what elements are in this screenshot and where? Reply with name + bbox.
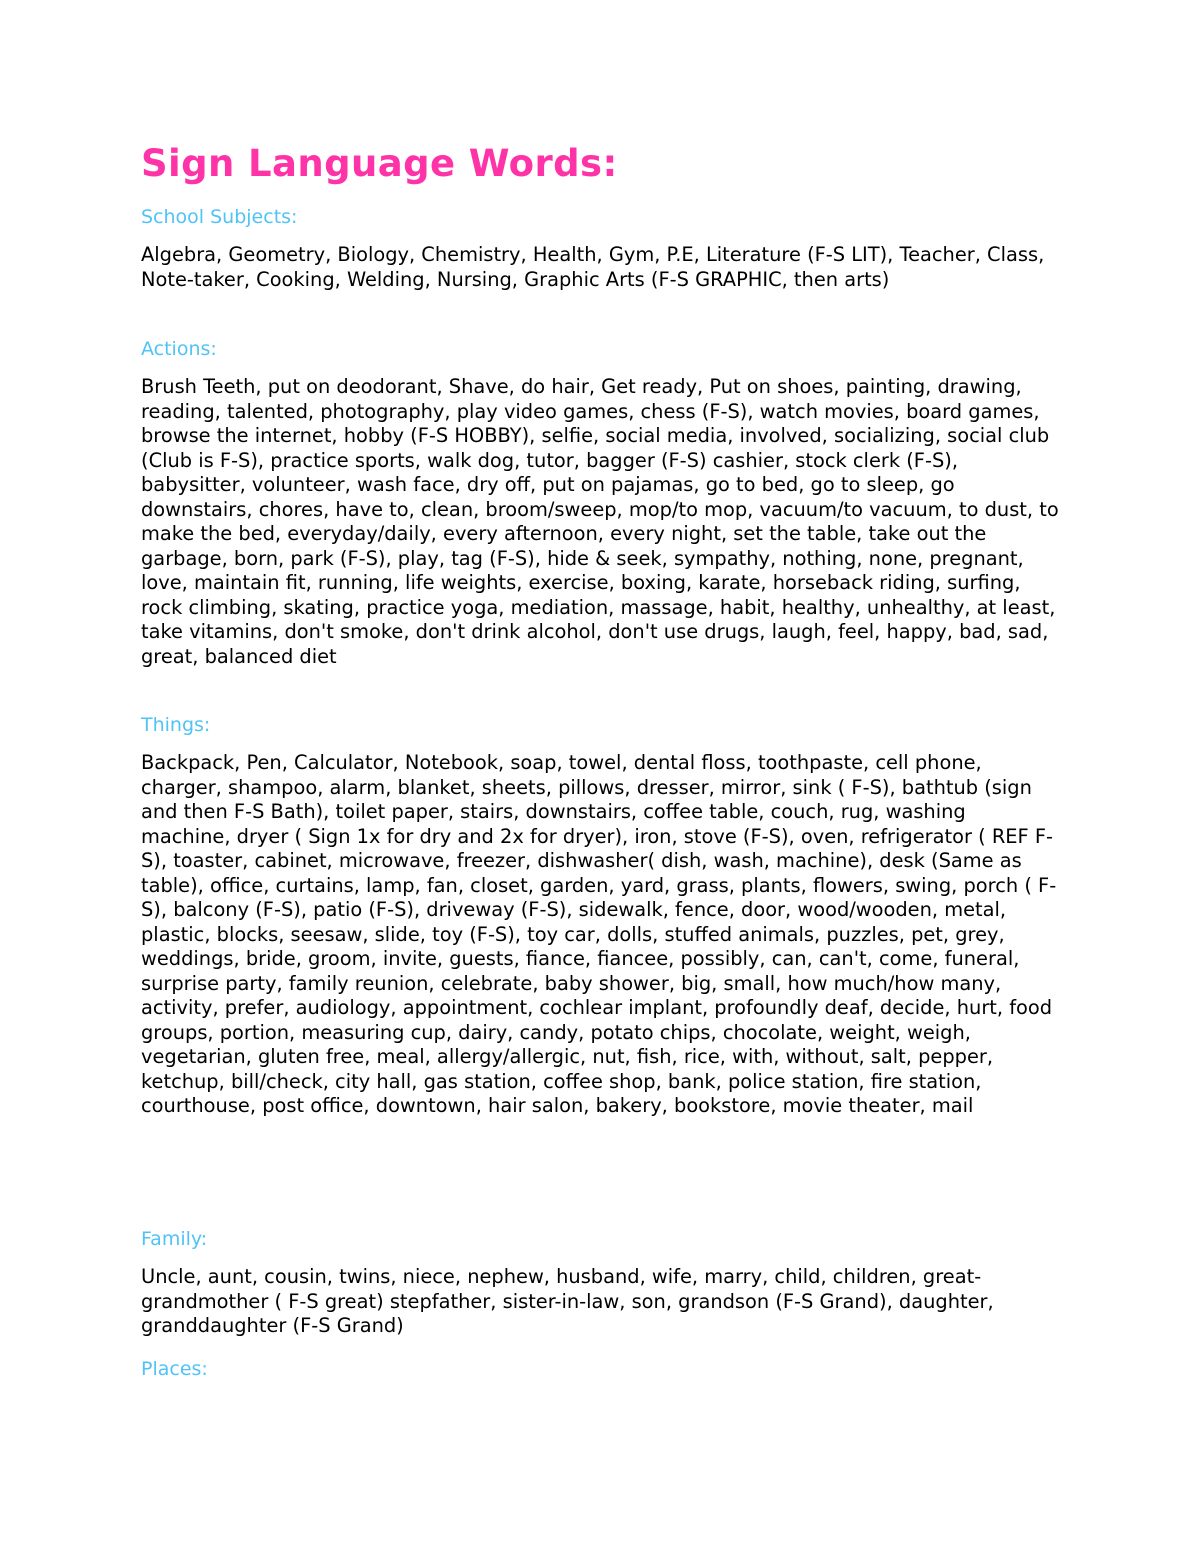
section-places [141,1357,1061,1395]
section-body: Backpack, Pen, Calculator, Notebook, soap, towel, dental floss, toothpaste, cell phone, charger, shampoo, alarm, blanket, sheets, pillows, dresser, mirror, sink ( F-S), bathtub (sign and then F-S Bath), toilet paper, stairs, downstairs, coffee table, couch, rug, washing machine, dryer ( Sign 1x for dry and 2x for dryer), iron, stove (F-S), oven, refrigerator ( REF F-S), toaster, cabinet, microwave, freezer, dishwasher( dish, wash, machine), desk (Same as table), office, curtains, lamp, fan, closet, garden, yard, grass, plants, flowers, swing, porch ( F-S), balcony (F-S), patio (F-S), driveway (F-S), sidewalk, fence, door, wood/wooden, metal, plastic, blocks, seesaw, slide, toy (F-S), toy car, dolls, stuffed animals, puzzles, pet, grey, weddings, bride, groom, invite, guests, fiance, fiancee, possibly, can, can't, come, funeral, surprise party, family reunion, celebrate, baby shower, big, small, how much/how many, activity, prefer, audiology, appointment, cochlear implant, profoundly deaf, decide, hurt, food groups, portion, measuring cup, dairy, candy, potato chips, chocolate, weight, weigh, vegetarian, gluten free, meal, allergy/allergic, nut, fish, rice, with, without, salt, pepper, ketchup, bill/check, city hall, gas station, coffee shop, bank, police station, fire station, courthouse, post office, downtown, hair salon, bakery, bookstore, movie theater, mail [141,751,1057,1117]
section-heading: Places: [141,1358,208,1380]
section-school-subjects [141,205,1061,292]
section-heading: School Subjects: [141,206,298,228]
section-body: Brush Teeth, put on deodorant, Shave, do hair, Get ready, Put on shoes, painting, drawing, reading, talented, photography, play video games, chess (F-S), watch movies, board games, browse the internet, hobby (F-S HOBBY), selfie, social media, involved, socializing, social club (Club is F-S), practice sports, walk dog, tutor, bagger (F-S) cashier, stock clerk (F-S), babysitter, volunteer, wash face, dry off, put on pajamas, go to bed, go to sleep, go downstairs, chores, have to, clean, broom/sweep, mop/to mop, vacuum/to vacuum, to dust, to make the bed, everyday/daily, every afternoon, every night, set the table, take out the garbage, born, park (F-S), play, tag (F-S), hide & seek, sympathy, nothing, none, pregnant, love, maintain fit, running, life weights, exercise, boxing, karate, horseback riding, surfing, rock climbing, skating, practice yoga, mediation, massage, habit, healthy, unhealthy, at least, take vitamins, don't smoke, don't drink alcohol, don't use drugs, laugh, feel, happy, bad, sad, great, balanced diet [141,375,1059,668]
section-heading: Actions: [141,338,217,360]
document-title: Sign Language Words: [141,142,618,185]
section-actions [141,337,1061,669]
section-body: Algebra, Geometry, Biology, Chemistry, Health, Gym, P.E, Literature (F-S LIT), Teacher, Class, Note-taker, Cooking, Welding, Nursing, Graphic Arts (F-S GRAPHIC, then arts) [141,243,1045,291]
section-body: Uncle, aunt, cousin, twins, niece, nephew, husband, wife, marry, child, children, great-grandmother ( F-S great) stepfather, sister-in-law, son, grandson (F-S Grand), daughter, granddaughter (F-S Grand) [141,1265,994,1337]
section-family [141,1227,1061,1339]
section-things [141,713,1061,1119]
section-heading: Family: [141,1228,208,1250]
section-heading: Things: [141,714,211,736]
